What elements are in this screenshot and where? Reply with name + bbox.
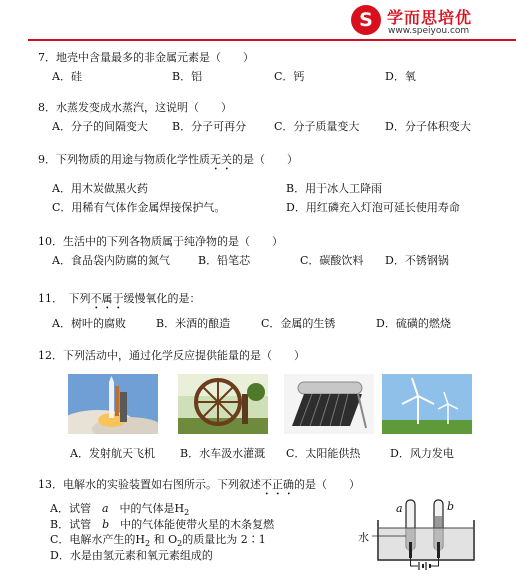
- logo-mark: S: [351, 5, 381, 35]
- stem-text: 缓慢氧化的是：: [123, 292, 201, 305]
- options-row: [38, 200, 516, 217]
- stem-text: 9．下列物质的用途与物质化学性质: [38, 153, 210, 166]
- options-row: [38, 119, 516, 136]
- option-a[interactable]: A．用木炭做黑火药: [52, 182, 148, 195]
- question-stem: 7．地壳中含量最多的非金属元素是（ ）: [38, 51, 254, 64]
- option-text: C．电解水产生的: [50, 533, 136, 546]
- option-text: 中的气体是: [119, 502, 175, 515]
- option-a[interactable]: A．食品袋内防腐的氮气: [52, 254, 170, 267]
- water-wheel-image: [178, 374, 268, 434]
- variable-a: a: [101, 502, 109, 515]
- option-d[interactable]: D．氧: [385, 70, 416, 83]
- question-stem: [38, 291, 516, 312]
- option-b[interactable]: B．铅笔芯: [198, 254, 251, 267]
- option-text: A．试管: [50, 502, 91, 515]
- brand-name: 学而思培优: [387, 8, 473, 27]
- option-c[interactable]: C．碳酸饮料: [300, 254, 364, 267]
- emphasis-text: 不正确: [261, 478, 294, 491]
- option-a[interactable]: A．分子的间隔变大: [52, 120, 148, 133]
- question-10: [38, 234, 516, 270]
- tube-b-label: b: [447, 500, 455, 513]
- option-d[interactable]: D．风力发电: [390, 447, 454, 460]
- option-b[interactable]: B．分子可再分: [172, 120, 247, 133]
- shuttle-launch-image: [68, 374, 158, 434]
- activity-pictures: [68, 374, 488, 438]
- question-stem: 8．水蒸发变成水蒸汽，这说明（ ）: [38, 101, 232, 114]
- question-stem: [38, 152, 516, 173]
- option-b[interactable]: B．水车汲水灌溉: [180, 447, 266, 460]
- option-b[interactable]: B．米酒的酿造: [156, 317, 231, 330]
- subscript: 2: [145, 539, 151, 549]
- header-divider: [28, 39, 516, 41]
- options-row: [38, 316, 516, 333]
- variable-b: b: [102, 517, 110, 531]
- option-b[interactable]: B．用于冰人工降雨: [286, 182, 383, 195]
- option-c[interactable]: C．钙: [274, 70, 305, 83]
- stem-text: 11． 下列: [38, 292, 91, 305]
- solar-heater-image: [284, 374, 374, 434]
- wind-turbine-image: [382, 374, 472, 434]
- option-text: 的质量比为 2∶1: [182, 533, 266, 546]
- option-d[interactable]: D．不锈钢锅: [385, 254, 449, 267]
- option-a[interactable]: A．发射航天飞机: [70, 447, 155, 460]
- subscript: 2: [177, 539, 183, 549]
- option-c[interactable]: C．用稀有气体作金属焊接保护气。: [52, 201, 226, 214]
- formula: H: [135, 533, 146, 546]
- options-row: [38, 69, 516, 86]
- option-c[interactable]: C．太阳能供热: [286, 447, 361, 460]
- option-c[interactable]: C．分子质量变大: [274, 120, 360, 133]
- water-label: 水: [358, 531, 369, 544]
- question-stem: 12．下列活动中，通过化学反应提供能量的是（ ）: [38, 349, 305, 362]
- option-text: 中的气体能使带火星的木条复燃: [120, 517, 275, 531]
- question-7: [38, 50, 516, 86]
- brand-url: www.speiyou.com: [388, 26, 470, 36]
- subscript: 2: [184, 508, 190, 518]
- question-stem: 10．生活中的下列各物质属于纯净物的是（ ）: [38, 235, 283, 248]
- question-8: [38, 100, 516, 136]
- emphasis-text: 无关: [210, 153, 232, 166]
- brand-logo: [351, 5, 516, 39]
- question-stem: [38, 477, 516, 498]
- option-a[interactable]: A．硅: [52, 70, 82, 83]
- option-d[interactable]: D．水是由氢元素和氧元素组成的: [50, 548, 213, 562]
- options-row: [38, 253, 516, 270]
- option-d[interactable]: D．分子体积变大: [385, 120, 471, 133]
- option-b[interactable]: B．铝: [172, 70, 203, 83]
- electrolysis-apparatus-diagram: [356, 498, 496, 575]
- option-text: 和: [153, 533, 165, 546]
- option-text: B．试管: [50, 517, 92, 531]
- stem-text: 13．电解水的实验装置如右图所示。下列叙述: [38, 478, 261, 491]
- option-d[interactable]: D．用红磷充入灯泡可延长使用寿命: [286, 201, 460, 214]
- option-a[interactable]: A．树叶的腐败: [52, 317, 126, 330]
- option-c[interactable]: C．金属的生锈: [261, 317, 336, 330]
- options-row: [38, 181, 516, 198]
- stem-text: 的是（ ）: [294, 478, 360, 491]
- tube-a-label: a: [396, 502, 403, 515]
- option-d[interactable]: D．硫磺的燃烧: [376, 317, 451, 330]
- formula: H: [174, 502, 185, 515]
- stem-text: 的是（ ）: [232, 153, 298, 166]
- question-9: [38, 152, 516, 217]
- q12-options: [68, 445, 488, 461]
- question-12: [38, 348, 516, 363]
- question-11: [38, 291, 516, 333]
- emphasis-text: 不属于: [90, 292, 124, 305]
- formula: O: [168, 533, 178, 546]
